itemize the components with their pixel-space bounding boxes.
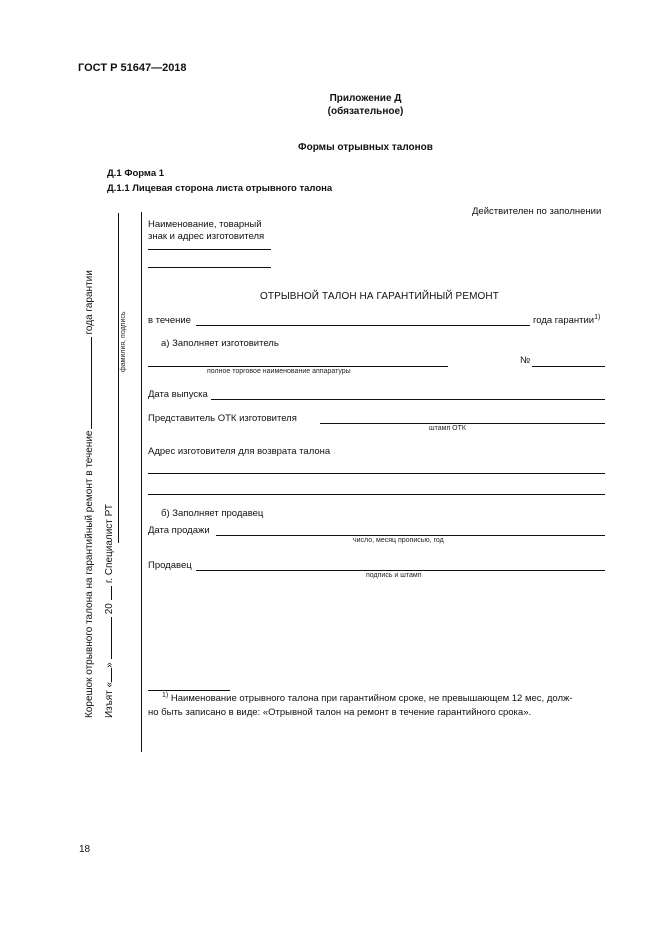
section-a-label: а) Заполняет изготовитель — [161, 338, 279, 349]
sale-date-caption: число, месяц прописью, год — [353, 537, 444, 544]
form-title: ОТРЫВНОЙ ТАЛОН НА ГАРАНТИЙНЫЙ РЕМОНТ — [260, 291, 499, 302]
period-prefix: в течение — [148, 315, 191, 326]
seller-field[interactable] — [196, 570, 605, 571]
device-name-field[interactable] — [148, 366, 448, 367]
page-number: 18 — [79, 844, 91, 855]
footnote-line-2: но быть записано в виде: «Отрывной талон на ремонт в течение гарантийного срока». — [148, 707, 532, 718]
section-b-label: б) Заполняет продавец — [161, 508, 264, 519]
subsection-d1: Д.1 Форма 1 — [107, 168, 165, 179]
number-label: № — [520, 355, 531, 366]
footnote-separator — [148, 690, 230, 691]
period-suffix: года гарантии$^{1)}$ — [533, 313, 601, 326]
return-address-line-1[interactable] — [148, 473, 605, 474]
section-title: Формы отрывных талонов — [298, 142, 433, 153]
manufacturer-label-1: Наименование, товарный — [148, 219, 262, 230]
device-caption: полное торговое наименование аппаратуры — [207, 368, 351, 375]
cut-line — [141, 212, 142, 752]
otk-stamp-caption: штамп ОТК — [429, 425, 466, 432]
otk-label: Представитель ОТК изготовителя — [148, 413, 297, 424]
standard-header: ГОСТ Р 51647—2018 — [78, 62, 187, 74]
valid-note: Действителен по заполнении — [472, 206, 602, 217]
manufacturer-line-1[interactable] — [148, 249, 271, 250]
appendix-title: Приложение Д — [329, 93, 402, 104]
sale-date-field[interactable] — [216, 535, 605, 536]
release-date-field[interactable] — [211, 399, 605, 400]
stub-main-text: Корешок отрывного талона на гарантийный ремонт в течениегода гарантии — [84, 270, 95, 718]
return-address-line-2[interactable] — [148, 494, 605, 495]
stub-signature-caption: фамилия, подпись — [120, 311, 127, 372]
sale-date-label: Дата продажи — [148, 525, 210, 536]
release-date-label: Дата выпуска — [148, 389, 208, 400]
stub-signature-line — [118, 213, 119, 543]
otk-field[interactable] — [320, 423, 605, 424]
period-field[interactable] — [196, 325, 530, 326]
subsection-d11: Д.1.1 Лицевая сторона листа отрывного талона — [107, 183, 333, 194]
stub-issued-text: Изъят «»20г. Специалист РТ — [104, 504, 115, 718]
seller-caption: подпись и штамп — [366, 572, 422, 579]
manufacturer-label-2: знак и адрес изготовителя — [148, 231, 265, 242]
manufacturer-line-2[interactable] — [148, 267, 271, 268]
return-address-label: Адрес изготовителя для возврата талона — [148, 446, 331, 457]
seller-label: Продавец — [148, 560, 192, 571]
appendix-status: (обязательное) — [327, 106, 404, 117]
footnote-line-1: $^{1)}$ Наименование отрывного талона при гарантийном сроке, не превышающем 12 мес, долж- — [162, 691, 573, 704]
number-field[interactable] — [532, 366, 605, 367]
